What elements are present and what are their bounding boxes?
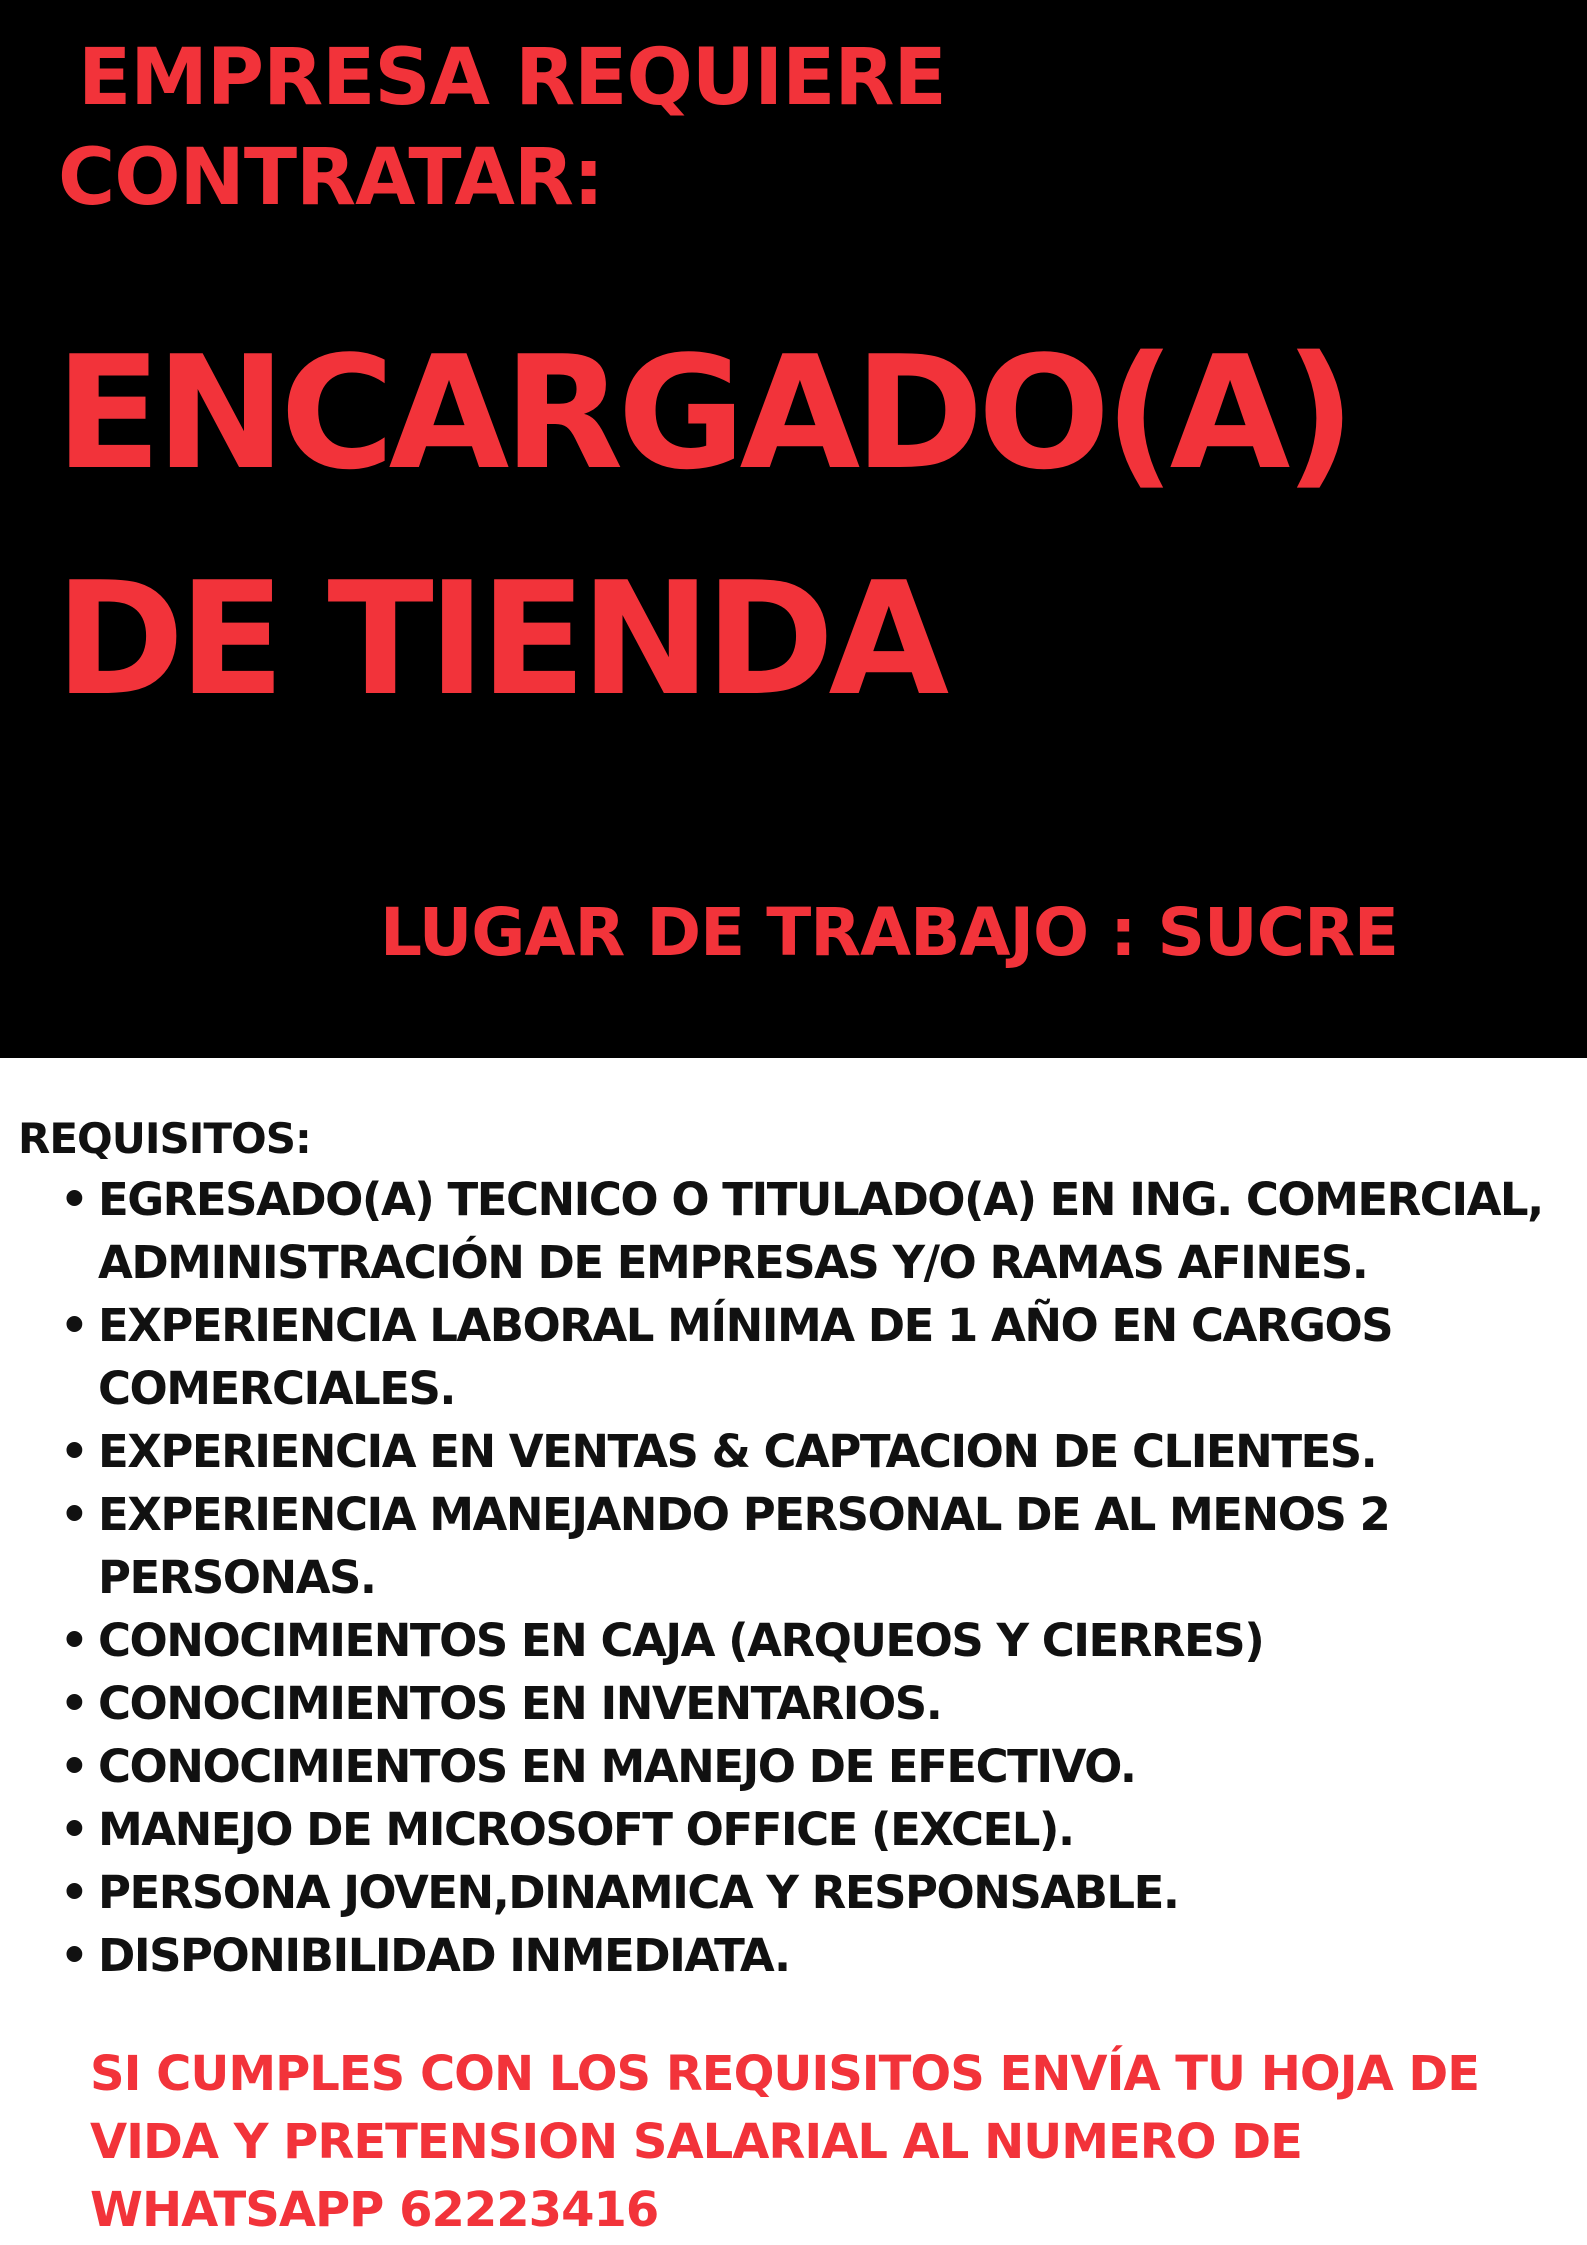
requirements-heading: REQUISITOS: [18,1114,311,1163]
requirement-text: PERSONA JOVEN,DINAMICA Y RESPONSABLE. [98,1866,1179,1919]
requirement-text: CONOCIMIENTOS EN CAJA (ARQUEOS Y CIERRES) [98,1614,1264,1667]
requirement-item [58,1672,1578,1735]
work-location: LUGAR DE TRABAJO : SUCRE [380,894,1398,971]
job-title-line-2: DE TIENDA [55,548,944,730]
bullet-icon: • [60,1740,88,1793]
bullet-icon: • [60,1425,88,1478]
bullet-icon: • [60,1173,88,1226]
requirement-item [58,1609,1578,1672]
header-line-1: EMPRESA REQUIERE [78,33,946,123]
bullet-icon: • [60,1803,88,1856]
requirement-item [58,1294,1578,1420]
requirement-text: CONOCIMIENTOS EN INVENTARIOS. [98,1677,942,1730]
requirement-text: MANEJO DE MICROSOFT OFFICE (EXCEL). [98,1803,1074,1856]
requirement-item [58,1735,1578,1798]
requirement-text: EXPERIENCIA MANEJANDO PERSONAL DE AL MENOS 2 [98,1488,1390,1541]
bullet-icon: • [60,1677,88,1730]
requirement-text: COMERCIALES. [98,1362,455,1415]
bullet-icon: • [60,1488,88,1541]
requirement-text: ADMINISTRACIÓN DE EMPRESAS Y/O RAMAS AFINES. [98,1236,1368,1289]
requirement-item [58,1168,1578,1294]
job-title [55,300,1350,752]
bullet-icon: • [60,1299,88,1352]
requirement-text: PERSONAS. [98,1551,376,1604]
header-line-2: CONTRATAR: [58,133,604,223]
requirement-item [58,1924,1578,1987]
header [58,28,946,228]
contact-line: VIDA Y PRETENSION SALARIAL AL NUMERO DE [90,2114,1302,2170]
requirement-text: CONOCIMIENTOS EN MANEJO DE EFECTIVO. [98,1740,1136,1793]
requirement-item [58,1420,1578,1483]
requirement-text: DISPONIBILIDAD INMEDIATA. [98,1929,790,1982]
contact-instructions [90,2040,1570,2244]
requirement-text: EXPERIENCIA LABORAL MÍNIMA DE 1 AÑO EN CARGOS [98,1299,1393,1352]
job-title-line-1: ENCARGADO(A) [55,322,1350,504]
bullet-icon: • [60,1614,88,1667]
requirement-text: EXPERIENCIA EN VENTAS & CAPTACION DE CLIENTES. [98,1425,1377,1478]
requirements-list [58,1168,1578,1987]
contact-line: WHATSAPP 62223416 [90,2182,659,2238]
requirement-item [58,1798,1578,1861]
requirement-item [58,1861,1578,1924]
bullet-icon: • [60,1929,88,1982]
bullet-icon: • [60,1866,88,1919]
requirement-text: EGRESADO(A) TECNICO O TITULADO(A) EN ING. COMERCIAL, [98,1173,1543,1226]
hero-banner [0,0,1587,1058]
requirement-item [58,1483,1578,1609]
contact-line: SI CUMPLES CON LOS REQUISITOS ENVÍA TU HOJA DE [90,2046,1480,2102]
